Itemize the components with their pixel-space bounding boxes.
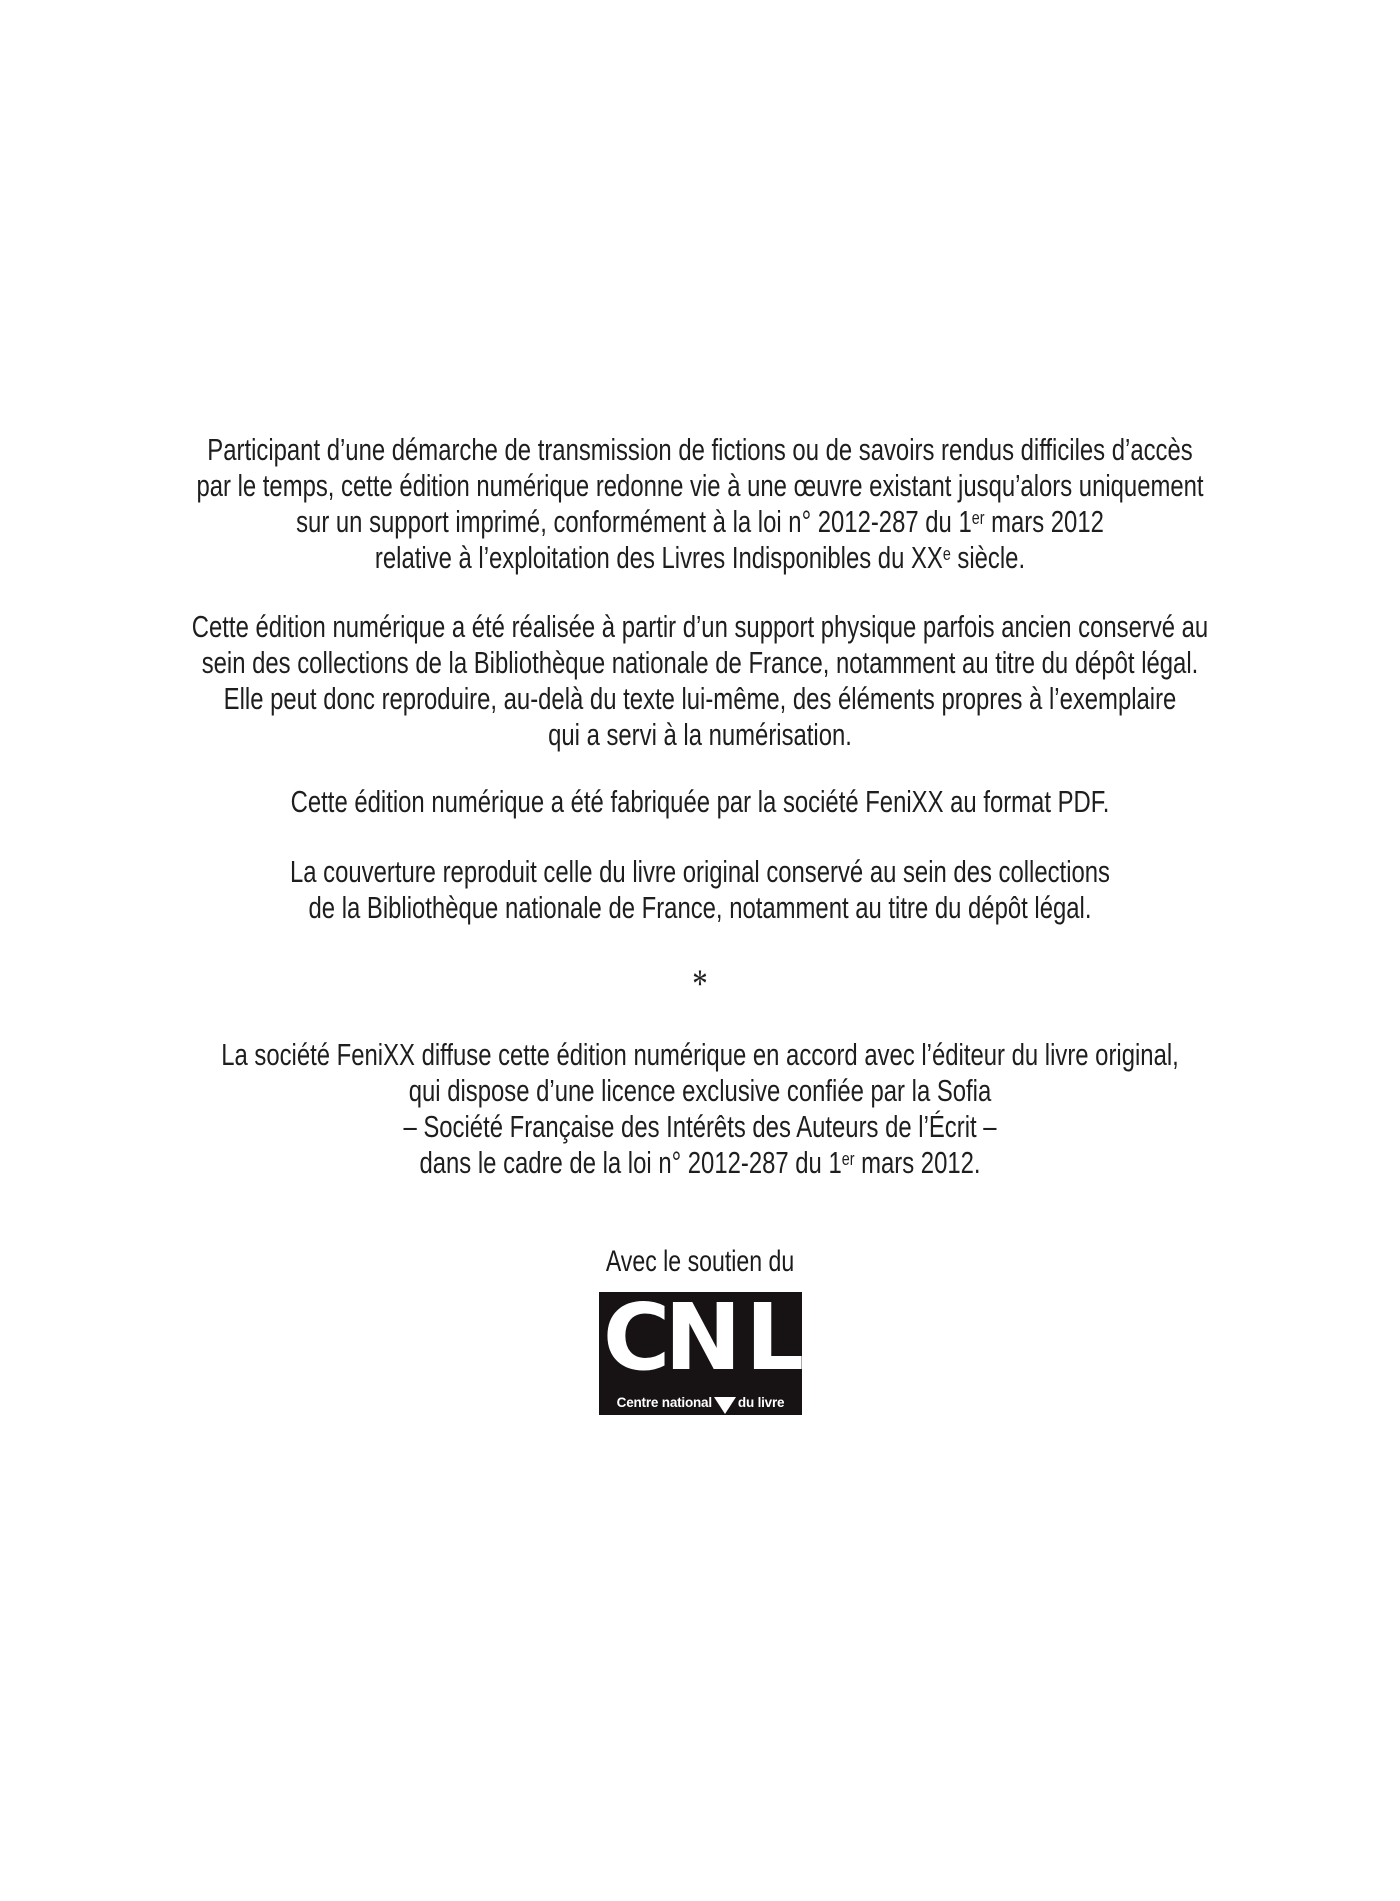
text-line: qui a servi à la numérisation. bbox=[548, 717, 852, 752]
cnl-letter-n: N bbox=[664, 1284, 736, 1391]
text-line: La couverture reproduit celle du livre original conservé au sein des collections bbox=[289, 854, 1110, 889]
text-line: qui dispose d’une licence exclusive confiée par la Sofia bbox=[408, 1073, 992, 1108]
paragraph-fabrication bbox=[161, 784, 1239, 820]
text-line: – Société Française des Intérêts des Auteurs de l’Écrit – bbox=[403, 1109, 997, 1144]
text-line: siècle. bbox=[950, 540, 1026, 575]
text-line: Participant d’une démarche de transmission de fictions ou de savoirs rendus difficiles d’accès bbox=[207, 432, 1193, 467]
text-line: par le temps, cette édition numérique redonne vie à une œuvre existant jusqu’alors uniquement bbox=[196, 468, 1204, 503]
legal-text-block bbox=[161, 0, 1239, 1280]
paragraph-couverture bbox=[161, 854, 1239, 926]
text-line: de la Bibliothèque nationale de France, notamment au titre du dépôt légal. bbox=[308, 890, 1092, 925]
text-line: dans le cadre de la loi n° 2012-287 du 1 bbox=[419, 1145, 842, 1180]
paragraph-source bbox=[161, 609, 1239, 753]
text-line: sein des collections de la Bibliothèque nationale de France, notamment au titre du dépôt légal. bbox=[201, 645, 1199, 680]
cnl-logo-letters bbox=[599, 1284, 802, 1391]
text-line: Cette édition numérique a été réalisée à partir d’un support physique parfois ancien conservé au bbox=[191, 609, 1209, 644]
text-line: La société FeniXX diffuse cette édition numérique en accord avec l’éditeur du livre original, bbox=[221, 1037, 1179, 1072]
cnl-triangle-icon bbox=[714, 1397, 736, 1414]
paragraph-transmission bbox=[161, 432, 1239, 576]
text-line: Elle peut donc reproduire, au-delà du texte lui-même, des éléments propres à l’exemplaire bbox=[223, 681, 1177, 716]
cnl-caption-right: du livre bbox=[737, 1395, 785, 1410]
text-line: relative à l’exploitation des Livres Indisponibles du XX bbox=[374, 540, 943, 575]
cnl-letter-c: C bbox=[602, 1284, 665, 1391]
superscript: er bbox=[971, 507, 985, 529]
superscript: er bbox=[841, 1148, 855, 1170]
text-line: mars 2012 bbox=[984, 504, 1104, 539]
cnl-support-text: Avec le soutien du bbox=[605, 1245, 795, 1278]
text-line: Cette édition numérique a été fabriquée par la société FeniXX au format PDF. bbox=[290, 784, 1110, 819]
cnl-logo bbox=[599, 1284, 802, 1415]
superscript: e bbox=[942, 543, 951, 565]
cnl-caption-left: Centre national bbox=[616, 1395, 712, 1410]
paragraph-diffusion bbox=[161, 1037, 1239, 1181]
text-line: mars 2012. bbox=[854, 1145, 981, 1180]
text-line: sur un support imprimé, conformément à la loi n° 2012-287 du 1 bbox=[296, 504, 972, 539]
cnl-letter-l: L bbox=[745, 1284, 799, 1391]
asterisk-separator: * bbox=[692, 961, 708, 1006]
cnl-logo-caption bbox=[599, 1395, 802, 1410]
